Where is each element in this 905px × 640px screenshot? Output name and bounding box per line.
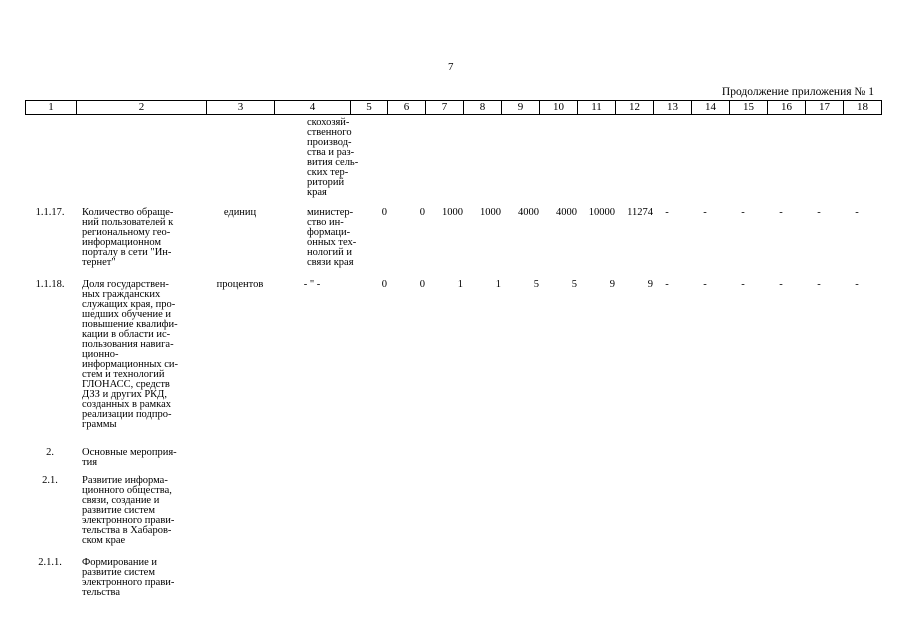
value-col-10: 4000 xyxy=(556,207,577,218)
column-header-4: 4 xyxy=(275,101,351,115)
value-col-11: 10000 xyxy=(588,207,615,218)
value-col-14: - xyxy=(703,207,707,218)
indicator-name: Основные мероприя- тия xyxy=(82,447,177,468)
unit-of-measure: единиц xyxy=(223,207,257,218)
value-col-16: - xyxy=(779,279,783,290)
column-header-13: 13 xyxy=(654,101,692,115)
table-row xyxy=(25,448,881,476)
value-col-15: - xyxy=(741,207,745,218)
value-col-18: - xyxy=(855,207,859,218)
value-col-18: - xyxy=(855,279,859,290)
value-col-17: - xyxy=(817,207,821,218)
column-header-3: 3 xyxy=(207,101,275,115)
value-col-6: 0 xyxy=(419,279,425,290)
column-header-1: 1 xyxy=(26,101,77,115)
value-col-8: 1 xyxy=(495,279,501,290)
table-row xyxy=(25,280,881,445)
responsible-body: - " - xyxy=(303,279,321,290)
value-col-9: 5 xyxy=(533,279,539,290)
column-header-15: 15 xyxy=(730,101,768,115)
row-number: 1.1.18. xyxy=(35,279,65,290)
column-header-16: 16 xyxy=(768,101,806,115)
row-number: 2.1.1. xyxy=(38,557,62,568)
value-col-15: - xyxy=(741,279,745,290)
value-col-7: 1 xyxy=(457,279,463,290)
continuation-caption: Продолжение приложения № 1 xyxy=(721,86,874,98)
row-number: 2.1. xyxy=(42,475,58,486)
value-col-10: 5 xyxy=(571,279,577,290)
table-row xyxy=(25,208,881,278)
column-header-17: 17 xyxy=(806,101,844,115)
value-col-9: 4000 xyxy=(518,207,539,218)
table-row xyxy=(25,476,881,556)
table-row xyxy=(25,558,881,618)
value-col-12: 11274 xyxy=(627,207,653,218)
value-col-12: 9 xyxy=(647,279,653,290)
value-col-11: 9 xyxy=(609,279,615,290)
value-col-8: 1000 xyxy=(480,207,501,218)
indicator-name: Формирование и развитие систем электронного прави- тельства xyxy=(82,557,175,598)
column-header-7: 7 xyxy=(426,101,464,115)
value-col-7: 1000 xyxy=(442,207,463,218)
column-header-table xyxy=(25,100,882,115)
row-number: 1.1.17. xyxy=(35,207,65,218)
value-col-13: - xyxy=(665,279,669,290)
column-header-12: 12 xyxy=(616,101,654,115)
responsible-body: скохозяй- ственного производ- ства и раз- вития сель- ских тер- риторий края xyxy=(307,117,359,198)
value-col-17: - xyxy=(817,279,821,290)
column-header-11: 11 xyxy=(578,101,616,115)
value-col-5: 0 xyxy=(381,207,387,218)
indicator-name: Развитие информа- ционного общества, связи, создание и развитие систем электронного прави- тельства в Хабаров- ском крае xyxy=(82,475,175,546)
page-number: 7 xyxy=(448,61,454,73)
value-col-14: - xyxy=(703,279,707,290)
responsible-body: министер- ство ин- формаци- онных тех- нологий и связи края xyxy=(307,207,357,268)
column-header-10: 10 xyxy=(540,101,578,115)
column-header-2: 2 xyxy=(77,101,207,115)
indicator-name: Количество обраще- ний пользователей к региональному гео- информационном порталу в сети "Ин- тернет" xyxy=(82,207,174,268)
column-header-8: 8 xyxy=(464,101,502,115)
value-col-6: 0 xyxy=(419,207,425,218)
indicator-name: Доля государствен- ных гражданских служащих края, про- шедших обучение и повышение квалифи- кации в области ис- пользования навига- ционно- информационных си- стем и технологий ГЛОНАСС, средств ДЗЗ и других РКД, созданных в рамках реализации подпро- граммы xyxy=(82,279,179,430)
column-header-14: 14 xyxy=(692,101,730,115)
value-col-5: 0 xyxy=(381,279,387,290)
column-header-18: 18 xyxy=(844,101,882,115)
value-col-13: - xyxy=(665,207,669,218)
column-header-6: 6 xyxy=(388,101,426,115)
unit-of-measure: процентов xyxy=(216,279,264,290)
table-row xyxy=(25,118,881,208)
row-number: 2. xyxy=(46,447,54,458)
column-header-5: 5 xyxy=(351,101,388,115)
header-row xyxy=(26,101,882,115)
value-col-16: - xyxy=(779,207,783,218)
column-header-9: 9 xyxy=(502,101,540,115)
